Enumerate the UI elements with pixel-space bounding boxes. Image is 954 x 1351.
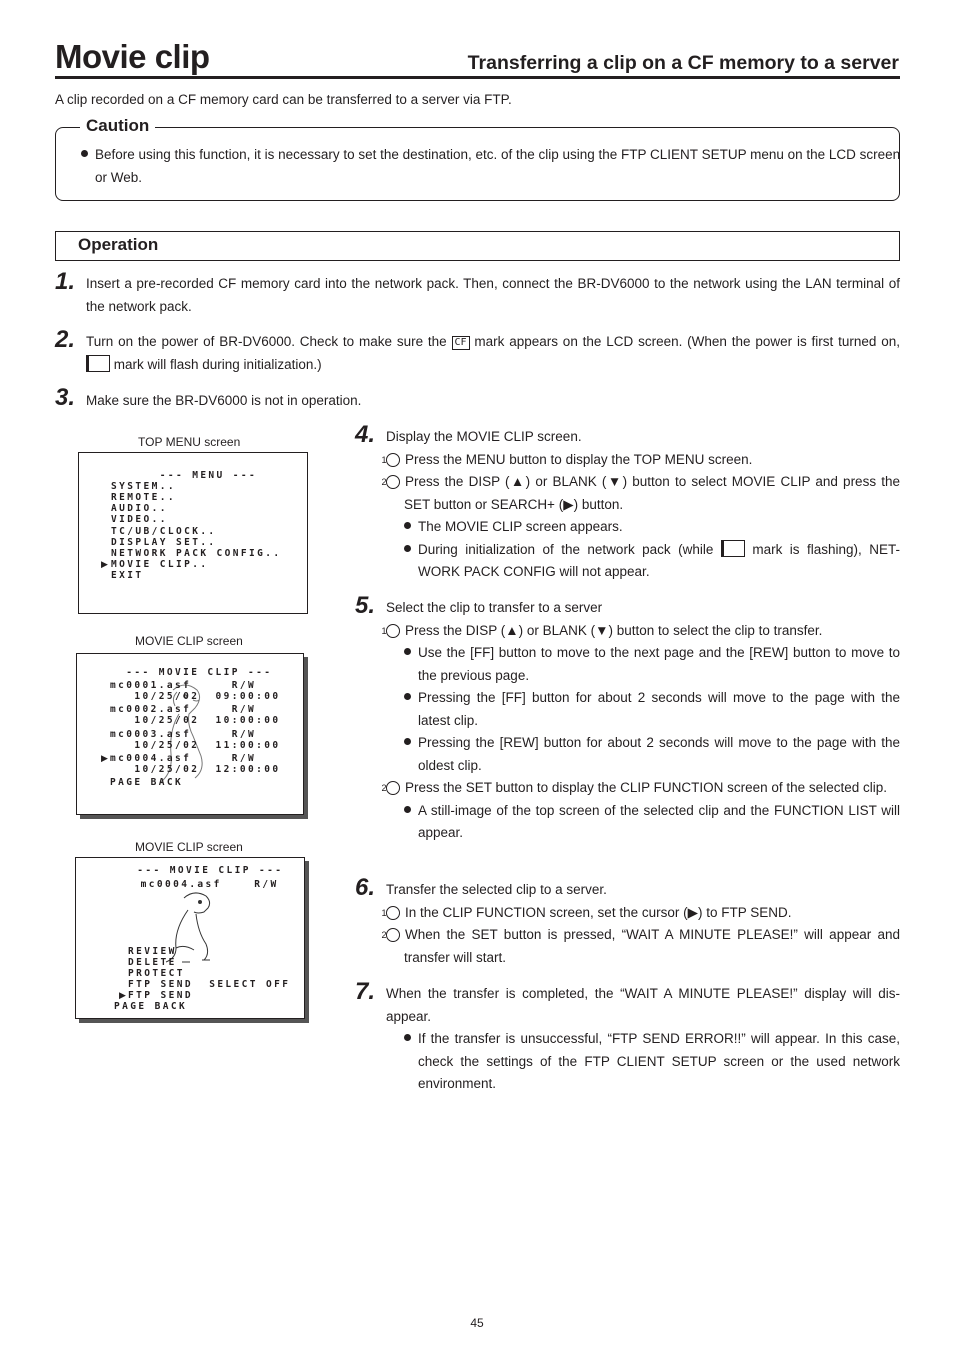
bullet-icon: [404, 738, 411, 745]
bullet-icon: [404, 693, 411, 700]
clip-item: mc0002.asf R/W: [110, 704, 257, 715]
step-4-block: Display the MOVIE CLIP screen. 1 Press the MENU button to display the TOP MENU screen. 2 Press the DISP (▲) or BLANK (▼) button to select MOVIE CLIP and press the SET button or SEARCH+ (▶) button. The MOVIE CLIP screen appears. During initialization of the network pack (while mark is flashing), NET-WORK PACK CONFIG will not appear.: [381, 429, 900, 579]
menu-line-selected: MOVIE CLIP..: [111, 559, 209, 570]
clip-item-selected: mc0004.asf R/W: [110, 753, 257, 764]
clip-item: mc0003.asf R/W: [110, 729, 257, 740]
menu-line: DISPLAY SET..: [111, 537, 217, 548]
top-menu-screen: [78, 452, 308, 614]
circled-number: 2: [386, 928, 400, 942]
page-title: Movie clip: [55, 38, 210, 75]
page-back-item: PAGE BACK: [110, 777, 184, 788]
movie-clip-function-caption: MOVIE CLIP screen: [135, 840, 243, 854]
page-number: 45: [470, 1316, 484, 1330]
step-6-block: Transfer the selected clip to a server. 1 In the CLIP FUNCTION screen, set the cursor (▶) to FTP SEND. 2 When the SET button is pressed, “WAIT A MINUTE PLEASE!” will appear and transfer will start.: [381, 882, 900, 965]
circled-number: 1: [386, 906, 400, 920]
menu-line: SYSTEM..: [111, 481, 176, 492]
movie-clip-caption: MOVIE CLIP screen: [135, 634, 243, 648]
function-clip-name: mc0004.asf R/W: [100, 879, 279, 890]
bullet-icon: [404, 648, 411, 655]
operation-label: Operation: [78, 235, 159, 254]
circled-number: 1: [386, 453, 400, 467]
menu-line: --- MENU ---: [111, 470, 258, 481]
caution-label: Caution: [80, 116, 155, 136]
clip-date: 10/25/02 11:00:00: [110, 740, 281, 751]
step-3-text: Make sure the BR-DV6000 is not in operation.: [86, 393, 362, 408]
menu-line: TC/UB/CLOCK..: [111, 526, 217, 537]
bullet-icon: [404, 806, 411, 813]
clip-date: 10/25/02 09:00:00: [110, 691, 281, 702]
bullet-icon: [404, 545, 411, 552]
step-2-text: Turn on the power of BR-DV6000. Check to make sure the CF mark appears on the LCD screen. (When the power is first turned on, mark will flash during initialization.): [86, 334, 900, 372]
cf-mark-icon: CF: [452, 336, 470, 350]
step-5-number: 5.: [355, 592, 376, 619]
section-title: Transferring a clip on a CF memory to a server: [467, 52, 899, 74]
circled-number: 2: [386, 475, 400, 489]
bullet-icon: [404, 1034, 411, 1041]
step-7-block: When the transfer is completed, the “WAIT A MINUTE PLEASE!” display will dis-appear. If the transfer is unsuccessful, “FTP SEND ERROR!!” will appear. In this case, check the settings of the FTP CLIENT SETUP screen or the used network environment.: [386, 986, 900, 1091]
function-item: DELETE: [128, 957, 177, 968]
intro-text: A clip recorded on a CF memory card can be transferred to a server via FTP.: [55, 92, 512, 107]
bullet-icon: [81, 150, 88, 157]
menu-line: EXIT: [111, 570, 144, 581]
movie-clip-function-screen: [75, 857, 305, 1019]
step-5-block: Select the clip to transfer to a server 1 Press the DISP (▲) or BLANK (▼) button to select the clip to transfer. Use the [FF] button to move to the next page and the [REW] button to move to the previous page. Pressing the [FF] button for about 2 seconds will move to the page with the latest clip. Pressing the [REW] button for about 2 seconds will move to the page with the oldest clip. 2 Press the SET button to display the CLIP FUNCTION screen of the selected clip. A still-image of the top screen of the selected clip and the FUNCTION LIST will appear.: [381, 600, 900, 840]
card-mark-icon: [86, 355, 110, 372]
operation-box: [55, 231, 900, 261]
bullet-icon: [404, 522, 411, 529]
cursor-icon: ▶: [119, 990, 126, 1000]
step-1-text: Insert a pre-recorded CF memory card into the network pack. Then, connect the BR-DV6000 to the network using the LAN terminal of the network pack.: [86, 276, 900, 314]
function-header: --- MOVIE CLIP ---: [121, 865, 284, 876]
cursor-icon: ▶: [101, 559, 108, 569]
movie-clip-list-screen: [76, 653, 304, 815]
title-rule: [55, 76, 900, 79]
step-7-number: 7.: [355, 978, 376, 1005]
step-2-number: 2.: [55, 326, 76, 353]
circled-number: 2: [386, 781, 400, 795]
clip-item: mc0001.asf R/W: [110, 680, 257, 691]
function-item: PROTECT: [128, 968, 185, 979]
menu-line: REMOTE..: [111, 492, 176, 503]
function-item: REVIEW: [128, 946, 177, 957]
page-back-item: PAGE BACK: [114, 1001, 188, 1012]
circled-number: 1: [386, 624, 400, 638]
card-mark-icon: [721, 540, 745, 557]
step-3-number: 3.: [55, 384, 76, 411]
function-item-selected: FTP SEND: [128, 990, 193, 1001]
step-4-number: 4.: [355, 421, 376, 448]
menu-line: AUDIO..: [111, 503, 168, 514]
caution-text: Before using this function, it is necessary to set the destination, etc. of the clip using the FTP CLIENT SETUP menu on the LCD screen or Web.: [81, 144, 903, 189]
cursor-icon: ▶: [101, 753, 108, 763]
step-6-number: 6.: [355, 874, 376, 901]
menu-line: NETWORK PACK CONFIG..: [111, 548, 282, 559]
clip-date: 10/25/02 10:00:00: [110, 715, 281, 726]
top-menu-caption: TOP MENU screen: [138, 435, 241, 449]
step-1-number: 1.: [55, 268, 76, 295]
clip-date: 10/25/02 12:00:00: [110, 764, 281, 775]
function-item: FTP SEND SELECT OFF: [128, 979, 291, 990]
menu-line: VIDEO..: [111, 514, 168, 525]
clip-header: --- MOVIE CLIP ---: [110, 667, 273, 678]
